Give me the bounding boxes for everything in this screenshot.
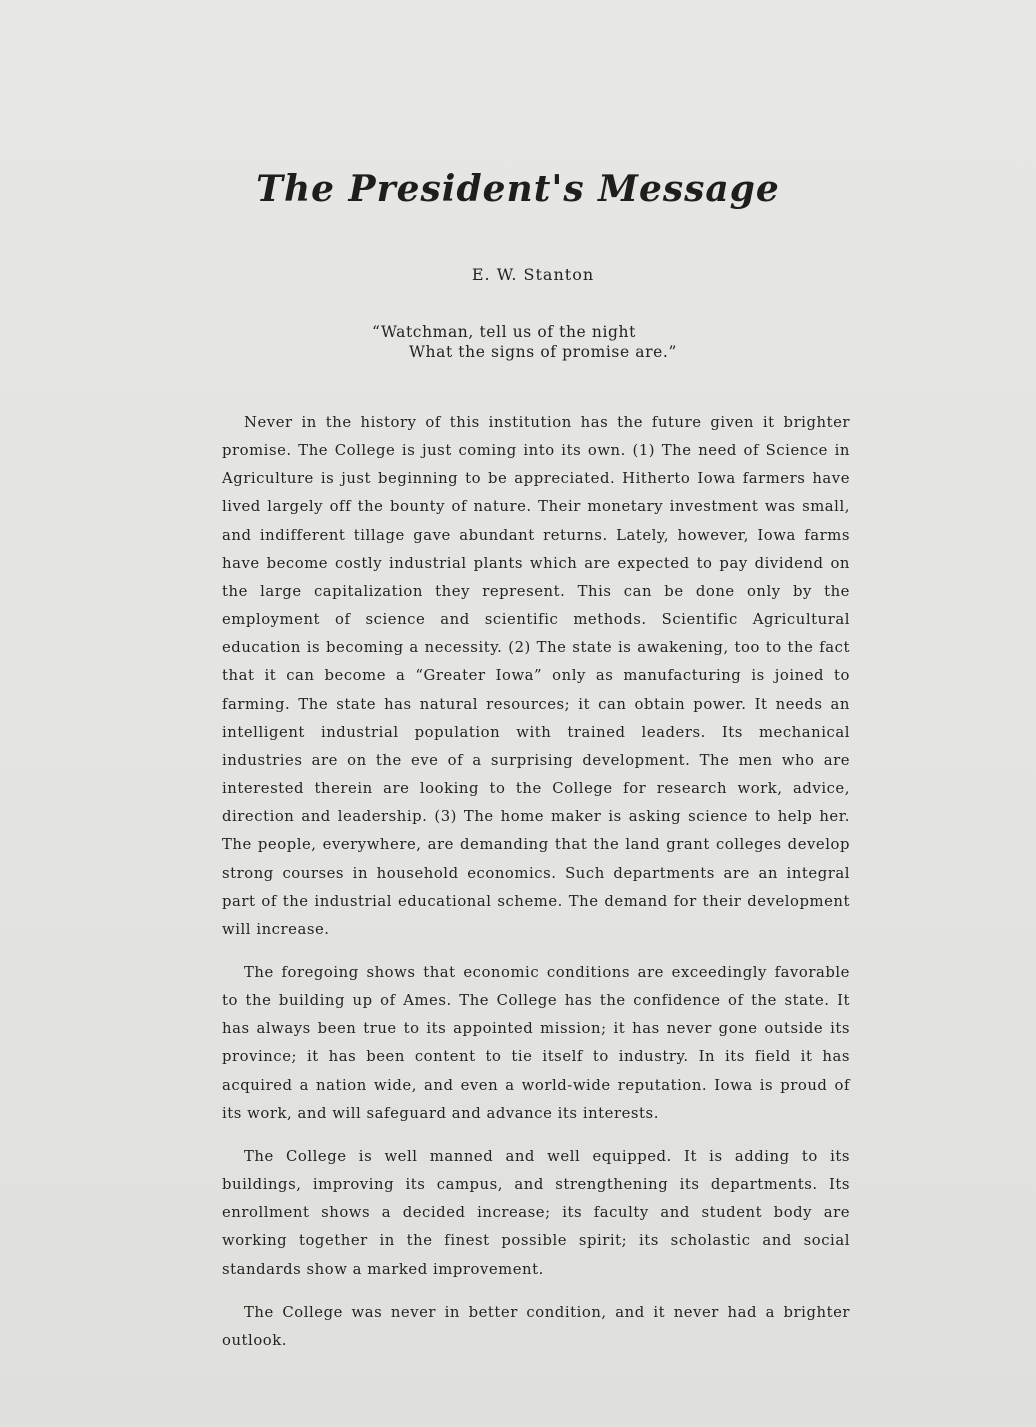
page-title: The President's Message: [256, 168, 780, 210]
paragraph: The College was never in better condition, and it never had a brighter outlook.: [222, 1303, 850, 1349]
epigraph-line-2: What the signs of promise are.”: [409, 343, 677, 361]
paragraph: The College is well manned and well equipped. It is adding to its buildings, improving its campus, and strengthening its departments. Its enrollment shows a decided increase; its faculty and student body are working together in the finest possible spirit; its scholastic and social standards show a marked improvement.: [222, 1147, 850, 1278]
epigraph: [372, 322, 772, 362]
author-byline: E. W. Stanton: [471, 265, 595, 284]
message-body: [222, 409, 850, 1370]
epigraph-line-1: “Watchman, tell us of the night: [372, 323, 636, 341]
paragraph: The foregoing shows that economic conditions are exceedingly favorable to the building up of Ames. The College has the confidence of the state. It has always been true to its appointed mission; it has never gone outside its province; it has been content to tie itself to industry. In its field it has acquired a nation wide, and even a world-wide reputation. Iowa is proud of its work, and will safeguard and advance its interests.: [222, 963, 850, 1122]
paragraph: Never in the history of this institution has the future given it brighter promise. The College is just coming into its own. (1) The need of Science in Agriculture is just beginning to be appreciated. Hitherto Iowa farmers have lived largely off the bounty of nature. Their monetary investment was small, and indifferent tillage gave abundant returns. Lately, however, Iowa farms have become costly industrial plants which are expected to pay dividend on the large capitalization they represent. This can be done only by the employment of science and scientific methods. Scientific Agricultural education is becoming a necessity. (2) The state is awakening, too to the fact that it can become a “Greater Iowa” only as manufacturing is joined to farming. The state has natural resources; it can obtain power. It needs an intelligent industrial population with trained leaders. Its mechanical industries are on the eve of a surprising development. The men who are interested therein are looking to the College for research work, advice, direction and leadership. (3) The home maker is asking science to help her. The people, everywhere, are demanding that the land grant colleges develop strong courses in household economics. Such departments are an integral part of the industrial educational scheme. The demand for their development will increase.: [222, 414, 850, 938]
